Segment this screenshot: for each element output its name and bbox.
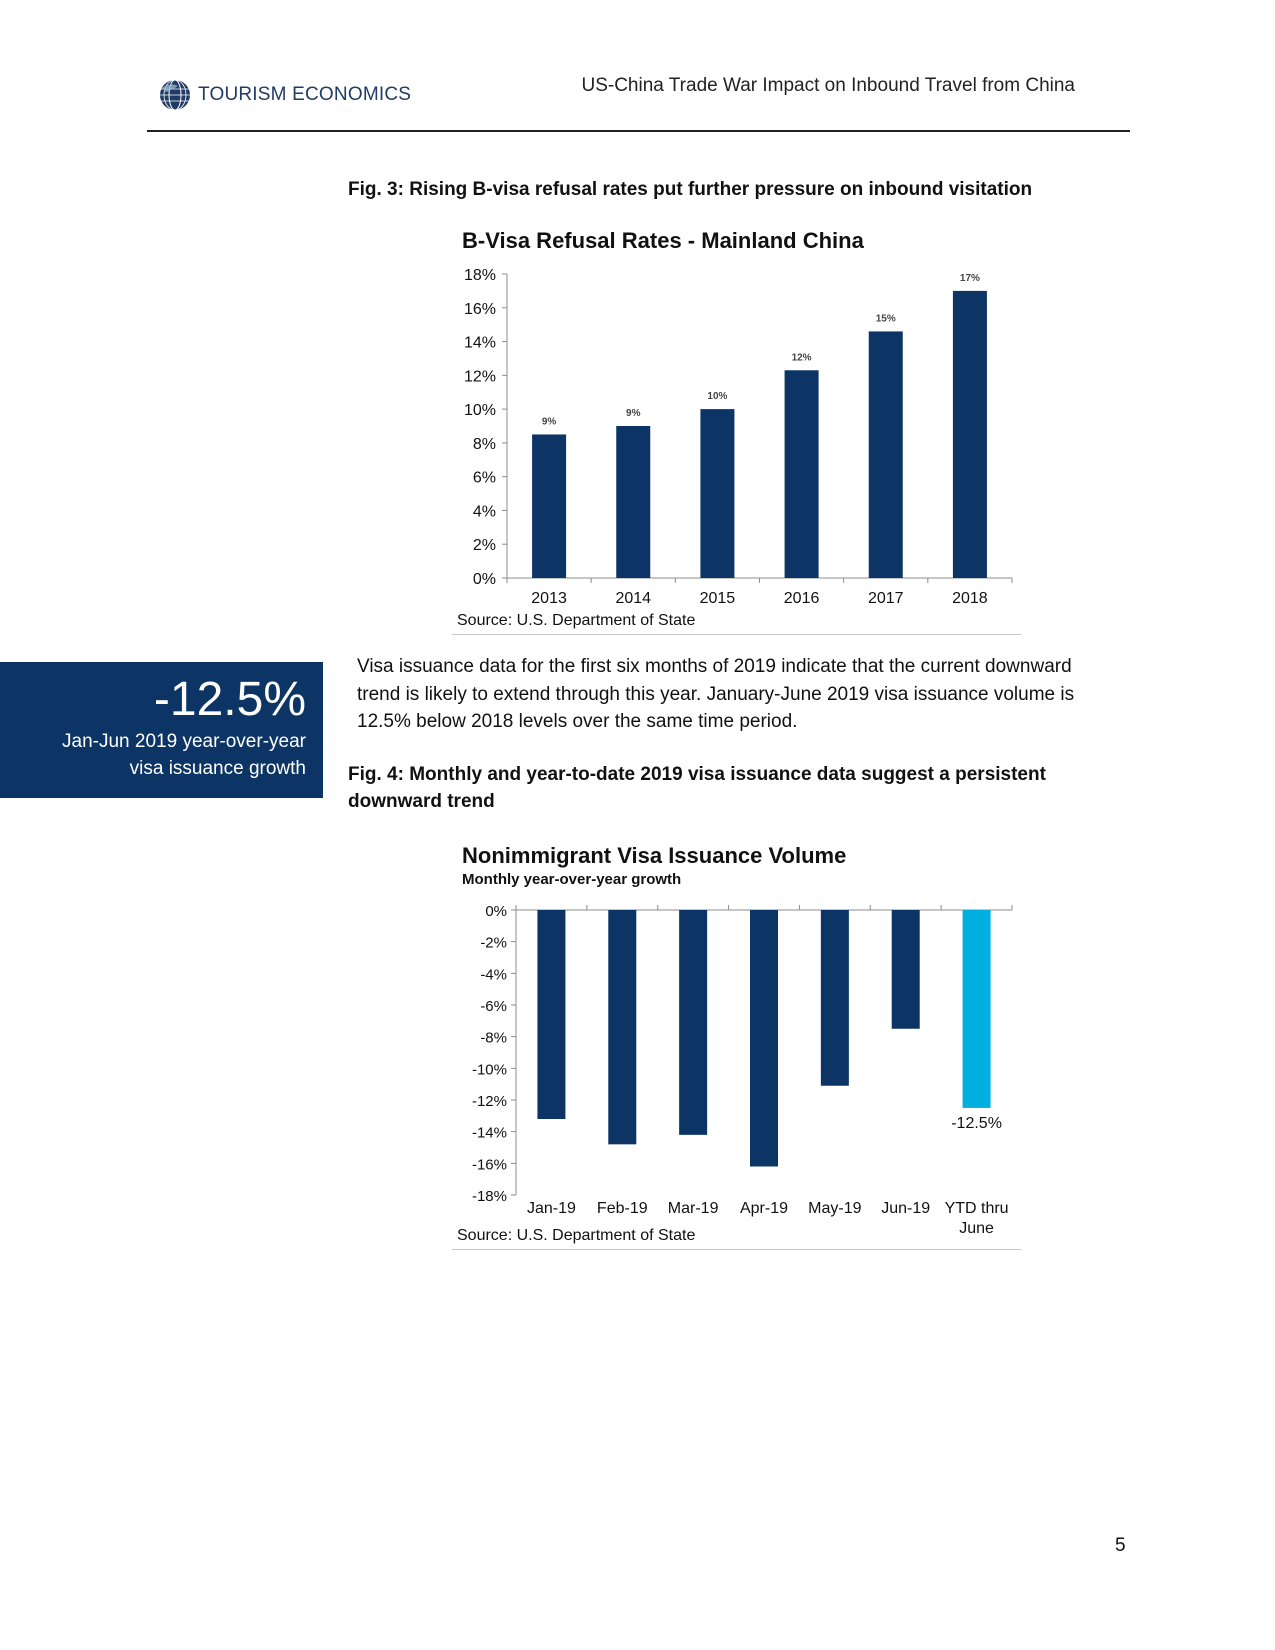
bar-data-label: 9%: [626, 408, 641, 419]
y-tick-label: -10%: [471, 1061, 507, 1079]
chart-2-title: Nonimmigrant Visa Issuance Volume: [462, 843, 847, 868]
y-tick-label: -2%: [480, 934, 507, 952]
document-title: US-China Trade War Impact on Inbound Travel from China: [581, 75, 1075, 96]
bar-Apr-19: [750, 910, 778, 1167]
figure-4-divider: [452, 1249, 1021, 1250]
bar-Jun-19: [892, 910, 920, 1029]
y-tick-label: 16%: [463, 300, 496, 318]
x-tick-label: Jan-19: [526, 1200, 576, 1217]
x-tick-label: Mar-19: [667, 1200, 719, 1217]
bar-Jan-19: [537, 910, 565, 1119]
y-tick-label: 0%: [485, 903, 507, 920]
y-tick-label: 18%: [463, 267, 496, 284]
y-tick-label: 14%: [463, 334, 496, 352]
figure-3-source: Source: U.S. Department of State: [457, 612, 696, 629]
bar-data-label: 12%: [791, 352, 812, 364]
body-paragraph: Visa issuance data for the first six months of 2019 indicate that the current downward trend is likely to extend through this year. January-June 2019 visa issuance volume is 12.5% below 2018 levels over the same time period.: [357, 656, 1075, 732]
bar-data-label: -12.5%: [951, 1114, 1002, 1132]
x-tick-label: 2013: [531, 590, 567, 607]
bar-data-label: 17%: [959, 272, 980, 284]
y-tick-label: -4%: [480, 966, 507, 984]
x-tick-label: May-19: [808, 1200, 862, 1217]
y-tick-label: -18%: [471, 1188, 507, 1205]
x-tick-label: 2017: [867, 590, 904, 607]
callout-value: -12.5%: [153, 673, 306, 726]
chart-2-subtitle: Monthly year-over-year growth: [462, 871, 682, 888]
x-tick-label: 2015: [699, 590, 736, 607]
y-tick-label: 8%: [472, 435, 496, 453]
chart-1-title: B-Visa Refusal Rates - Mainland China: [462, 228, 864, 253]
figure-3-caption: Fig. 3: Rising B-visa refusal rates put further pressure on inbound visitation: [348, 179, 1033, 200]
x-tick-label: 2016: [783, 590, 820, 607]
bar-Feb-19: [608, 910, 636, 1144]
page-number: 5: [1115, 1535, 1126, 1556]
y-tick-label: 4%: [472, 503, 496, 521]
callout-label-line-1: Jan-Jun 2019 year-over-year: [62, 731, 306, 752]
callout-label-line-2: visa issuance growth: [129, 758, 306, 779]
x-tick-label: YTD thru: [944, 1200, 1009, 1217]
bar-data-label: 10%: [707, 391, 728, 403]
y-tick-label: 10%: [463, 402, 496, 420]
y-tick-label: -6%: [480, 998, 507, 1015]
x-tick-label: 2014: [615, 590, 652, 607]
bar-May-19: [821, 910, 849, 1086]
x-tick-label: Feb-19: [596, 1200, 648, 1217]
y-tick-label: -16%: [471, 1156, 507, 1174]
figure-4-caption: Fig. 4: Monthly and year-to-date 2019 visa issuance data suggest a persistent downward trend: [348, 764, 1046, 812]
y-tick-label: -12%: [471, 1093, 507, 1110]
y-tick-label: -14%: [471, 1124, 507, 1142]
y-tick-label: 12%: [463, 368, 496, 386]
x-tick-label: Jun-19: [881, 1200, 931, 1217]
bar-data-label: 15%: [875, 313, 896, 325]
figure-4-source: Source: U.S. Department of State: [457, 1227, 696, 1244]
y-tick-label: 2%: [472, 537, 496, 555]
x-tick-label: Apr-19: [739, 1200, 789, 1217]
y-tick-label: 6%: [472, 469, 496, 487]
y-tick-label: -8%: [480, 1029, 507, 1047]
bar-data-label: 9%: [541, 416, 557, 428]
x-tick-label: 2018: [952, 590, 988, 607]
brand-name: TOURISM ECONOMICS: [198, 84, 412, 105]
x-tick-label: June: [959, 1220, 994, 1237]
y-tick-label: 0%: [472, 571, 496, 588]
bar-YTD-thru-June: [963, 910, 991, 1108]
bar-Mar-19: [679, 910, 707, 1135]
